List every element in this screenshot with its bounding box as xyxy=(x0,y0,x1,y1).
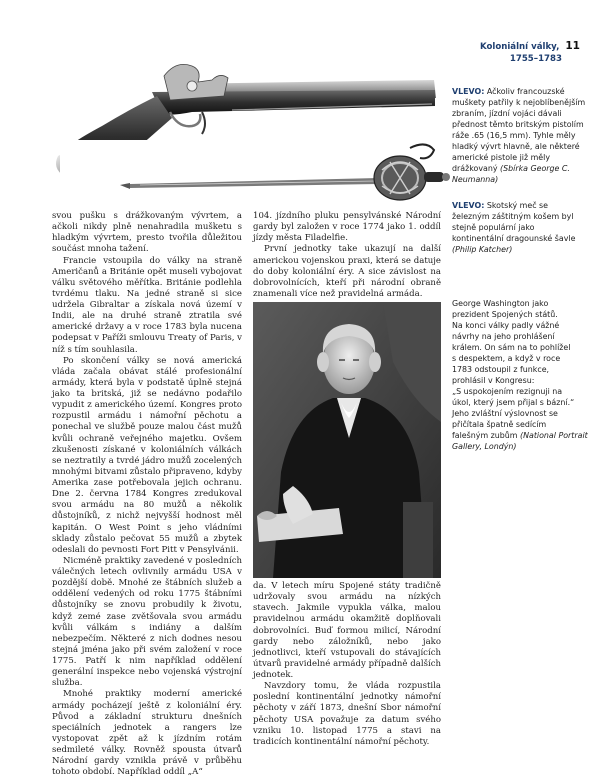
body-paragraph: První jednotky take ukazují na další americkou vojenskou praxi, která se datuje do doby koloniální éry. A sice závislost na dobrovolnících, kteří při národní obraně znamenali více než pravidelná armáda. xyxy=(253,244,441,299)
caption-line: králem. On sám na to pohlížel xyxy=(452,343,571,352)
caption-text: Skotský meč se železným záštitným košem byl stejně populární jako kontinentální dragounské šavle xyxy=(452,201,576,243)
body-column-right-bottom xyxy=(253,581,441,748)
caption-line: úkol, který jsem přijal s bázní.“ xyxy=(452,398,575,407)
body-paragraph: Mnohé praktiky moderní americké armády pocházejí ještě z koloniální éry. Původ a základní strukturu dnešních speciálních jednotek a rangers lze vystopovat zpět až k jízdním rotám sedmileté války. Rovněž spousta útvarů Národní gardy vznikla právě v průběhu tohoto období. Například oddíl „A“ xyxy=(52,689,242,778)
body-paragraph: svou pušku s drážkovaným vývrtem, a ačkoli nikdy plně nenahradila mušketu s hladkým vývrtem, presto tvořila důležitou součást mnoha tažení. xyxy=(52,211,242,255)
caption-line: prezident Spojených států. xyxy=(452,310,558,319)
caption-credit: (Philip Katcher) xyxy=(452,245,513,254)
caption-credit: (Sbírka George C. Neumanna) xyxy=(452,164,570,184)
caption-line: Jeho zvláštní výslovnost se xyxy=(452,409,558,418)
caption-line: návrhy na jeho prohlášení xyxy=(452,332,555,341)
caption-line: George Washington jako xyxy=(452,299,549,308)
washington-portrait xyxy=(253,302,441,578)
body-paragraph: Navzdory tomu, že vláda rozpustila poslední kontinentální jednotky námořní pěchoty v září 1873, dnešní Sbor námořní pěchoty USA považuje za datum svého vzniku 10. listopad 1775 a stavi na tradicích kontinentální námořní pěchoty. xyxy=(253,681,441,747)
body-paragraph: da. V letech míru Spojené státy tradičně udržovaly svou armádu na nízkých stavech. Jakmile vypukla válka, malou pravidelnou armádu okamžitě doplňovali dobrovolníci. Buď formou milicí, Národní gardy nebo záložníků, nebo jako jednotlivci, kteří vstupovali do stávajících útvarů pravidelné armády případně dalších jednotek. xyxy=(253,581,441,680)
washington-caption xyxy=(452,298,588,452)
caption-line: přičítala špatně sedícím xyxy=(452,420,547,429)
body-paragraph: 104. jízdního pluku pensylvánské Národní gardy byl založen v roce 1774 jako 1. oddíl jízdy města Filadelfie. xyxy=(253,211,441,244)
sword-caption xyxy=(452,200,588,255)
caption-line: Na konci války padly vážné xyxy=(452,321,560,330)
page-number: 11 xyxy=(565,40,580,52)
body-paragraph: Francie vstoupila do války na straně Američanů a Británie opět museli vybojovat válku světového měřítka. Británie podlehla tvrdému tlaku. Na jedné straně si sice udržela Gibraltar a získala nová území v Indii, ale na druhé straně ztratila své americké državy a v roce 1783 byla nucena podepsat v Paříži smlouvu Treaty of Paris, v níž s tím souhlasila. xyxy=(52,255,242,355)
running-head-title: Koloniální války, xyxy=(479,42,560,52)
caption-line: falešným zubům xyxy=(452,431,518,440)
caption-lead: VLEVO: xyxy=(452,201,485,210)
caption-credit: (National Portrait Gallery, Londýn) xyxy=(452,431,588,451)
sword-photo xyxy=(60,140,450,202)
body-column-left xyxy=(52,211,242,778)
caption-line: prohlásil v Kongresu: xyxy=(452,376,535,385)
george-washington-portrait-illustration xyxy=(253,302,441,578)
caption-line: „S uspokojením rezignuji na xyxy=(452,387,563,396)
body-paragraph: Po skončení války se nová americká vláda začala obávat stálé profesionální armády, která byla v podstatě úplně stejná jako ta britská, již se nedávno podařilo vypudit z amerického území. Kongres proto rozpustil armádu i námořní pěchotu a ponechal ve službě pouze malou část mužů kvůli ochraně veřejného majetku. Ovšem zkušenosti získané v koloniálních válkách se neztratily a tvrdé jádro mužů zocelených mnohými bitvami zůstalo připraveno, kdyby Amerika zase potřebovala jejich ochranu. Dne 2. června 1784 Kongres zredukoval svou armádu na 80 mužů a několik důstojníků, z nichž nejvyšší hodnost měl kapitán. O West Point s jeho vládními sklady zůstalo pečovat 55 mužů a zbytek odeslali do pevnosti Fort Pitt v Pensylvánii. xyxy=(52,355,242,555)
body-column-right-top xyxy=(253,211,441,300)
caption-line: 1783 odstoupil z funkce, xyxy=(452,365,550,374)
caption-lead: VLEVO: xyxy=(452,87,485,96)
caption-line: s despektem, a když v roce xyxy=(452,354,561,363)
running-head-years: 1755–1783 xyxy=(509,54,562,64)
basket-hilt-sword-illustration xyxy=(60,140,450,202)
caption-text: Ačkoliv francouzské muškety patřily k nejoblíbenějším zbraním, jízdní vojáci dávali přednost těmto britským pistolím ráže .65 (16,5 mm). Tyhle měly hladký vývrt hlavně, ale některé americké pistole již měly drážkovaný xyxy=(452,87,586,173)
pistol-caption xyxy=(452,86,588,185)
running-head xyxy=(452,40,580,65)
body-paragraph: Nicméně praktiky zavedené v posledních válečných letech ovlivnily armádu USA v pozdější době. Mnohé ze štábních služeb a oddělení vedených od roku 1775 štábními důstojníky se znovu probudily k životu, když zemé zase zvětšovala svou armádu kvůli válkám s indiány a dalším nebezpečím. Některé z nich dodnes nesou stejná jména jako při svém založení v roce 1775. Patří k nim například oddělení generální inspekce nebo vojenská výstrojní služba. xyxy=(52,555,242,689)
